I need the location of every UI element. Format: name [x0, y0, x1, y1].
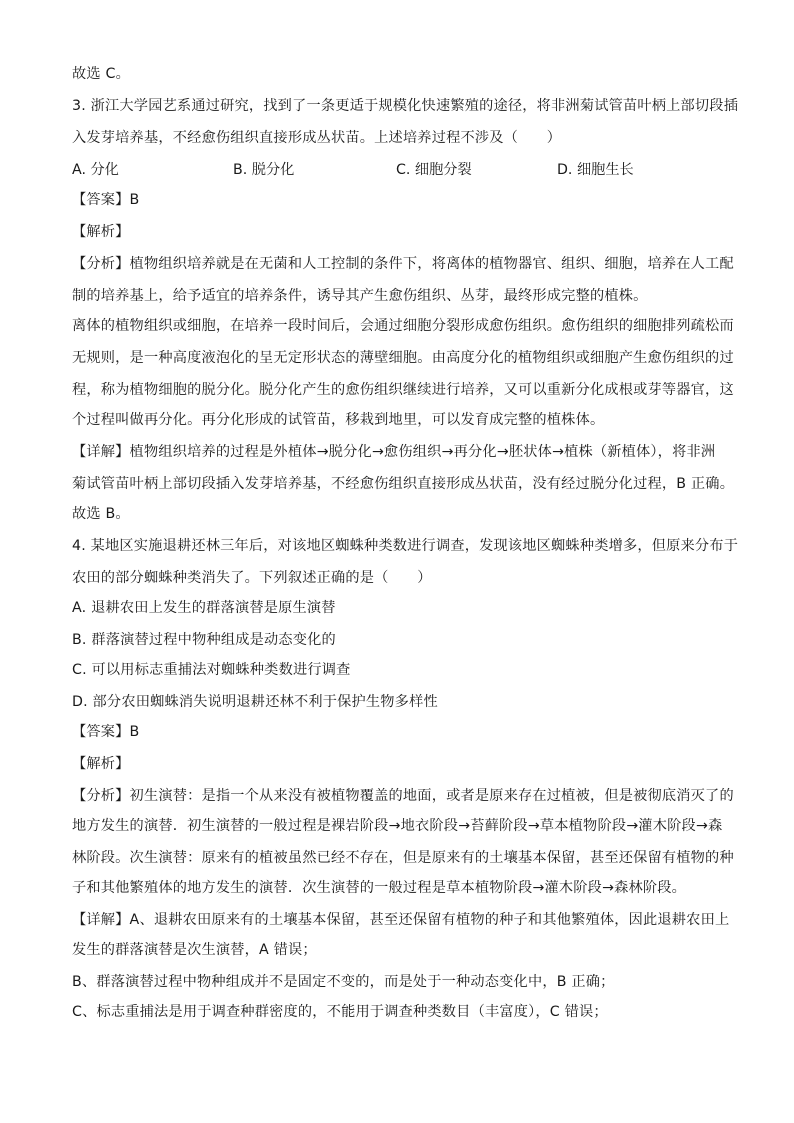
text-line: 故选 B。 [72, 506, 130, 522]
text-line: 子和其他繁殖体的地方发生的演替．次生演替的一般过程是草本植物阶段→灌木阶段→森林阶段。 [72, 880, 687, 896]
analysis-label: 【解析】 [72, 756, 130, 772]
text-line: 个过程叫做再分化。再分化形成的试管苗，移栽到地里，可以发育成完整的植株体。 [72, 412, 605, 428]
analysis-label: 【解析】 [72, 224, 130, 240]
text-line: 程，称为植物细胞的脱分化。脱分化产生的愈伤组织继续进行培养，又可以重新分化成根或芽等器官，这 [72, 382, 734, 398]
text-line: 林阶段。次生演替：原来有的植被虽然已经不存在，但是原来有的土壤基本保留，甚至还保留有植物的种 [72, 850, 734, 866]
question-4-option-b: B. 群落演替过程中物种组成是动态变化的 [72, 632, 336, 648]
text-line: 地方发生的演替．初生演替的一般过程是裸岩阶段→地衣阶段→苔藓阶段→草本植物阶段→灌木阶段→森 [72, 818, 723, 834]
question-3-option-b: B. 脱分化 [233, 162, 295, 178]
question-4-option-c: C. 可以用标志重捕法对蜘蛛种类数进行调查 [72, 662, 351, 678]
text-line: 故选 C。 [72, 66, 130, 82]
question-3-stem-line-1: 3. 浙江大学园艺系通过研究，找到了一条更适于规模化快速繁殖的途径，将非洲菊试管苗叶柄上部切段插 [72, 98, 739, 114]
question-3-option-c: C. 细胞分裂 [396, 162, 472, 178]
text-line: 制的培养基上，给予适宜的培养条件，诱导其产生愈伤组织、丛芽，最终形成完整的植株。 [72, 288, 648, 304]
text-line: 发生的群落演替是次生演替，A 错误； [72, 942, 317, 958]
question-4-stem-line-1: 4. 某地区实施退耕还林三年后，对该地区蜘蛛种类数进行调查，发现该地区蜘蛛种类增多，但原来分布于 [72, 538, 739, 554]
answer-label: 【答案】B [72, 724, 140, 740]
text-line: C、标志重捕法是用于调查种群密度的，不能用于调查种类数目（丰富度），C 错误； [72, 1004, 608, 1020]
text-line: 【分析】植物组织培养就是在无菌和人工控制的条件下，将离体的植物器官、组织、细胞，培养在人工配 [72, 256, 734, 272]
text-line: B、群落演替过程中物种组成并不是固定不变的，而是处于一种动态变化中，B 正确； [72, 974, 615, 990]
answer-label: 【答案】B [72, 192, 140, 208]
text-line: 菊试管苗叶柄上部切段插入发芽培养基，不经愈伤组织直接形成丛状苗，没有经过脱分化过程，B 正确。 [72, 476, 735, 492]
question-3-option-d: D. 细胞生长 [557, 162, 634, 178]
question-3-stem-line-2: 入发芽培养基，不经愈伤组织直接形成丛状苗。上述培养过程不涉及（ ） [72, 130, 562, 146]
text-line: 【分析】初生演替：是指一个从来没有被植物覆盖的地面，或者是原来存在过植被，但是被彻底消灭了的 [72, 788, 734, 804]
question-4-option-d: D. 部分农田蜘蛛消失说明退耕还林不利于保护生物多样性 [72, 694, 438, 710]
question-3-option-a: A. 分化 [72, 162, 119, 178]
text-line: 无规则，是一种高度液泡化的呈无定形状态的薄壁细胞。由高度分化的植物组织或细胞产生愈伤组织的过 [72, 350, 734, 366]
question-4-option-a: A. 退耕农田上发生的群落演替是原生演替 [72, 600, 336, 616]
question-4-stem-line-2: 农田的部分蜘蛛种类消失了。下列叙述正确的是（ ） [72, 570, 432, 586]
text-line: 【详解】植物组织培养的过程是外植体→脱分化→愈伤组织→再分化→胚状体→植株（新植体），将非洲 [72, 444, 716, 460]
text-line: 【详解】A、退耕农田原来有的土壤基本保留，甚至还保留有植物的种子和其他繁殖体，因此退耕农田上 [72, 912, 730, 928]
text-line: 离体的植物组织或细胞，在培养一段时间后，会通过细胞分裂形成愈伤组织。愈伤组织的细胞排列疏松而 [72, 318, 734, 334]
